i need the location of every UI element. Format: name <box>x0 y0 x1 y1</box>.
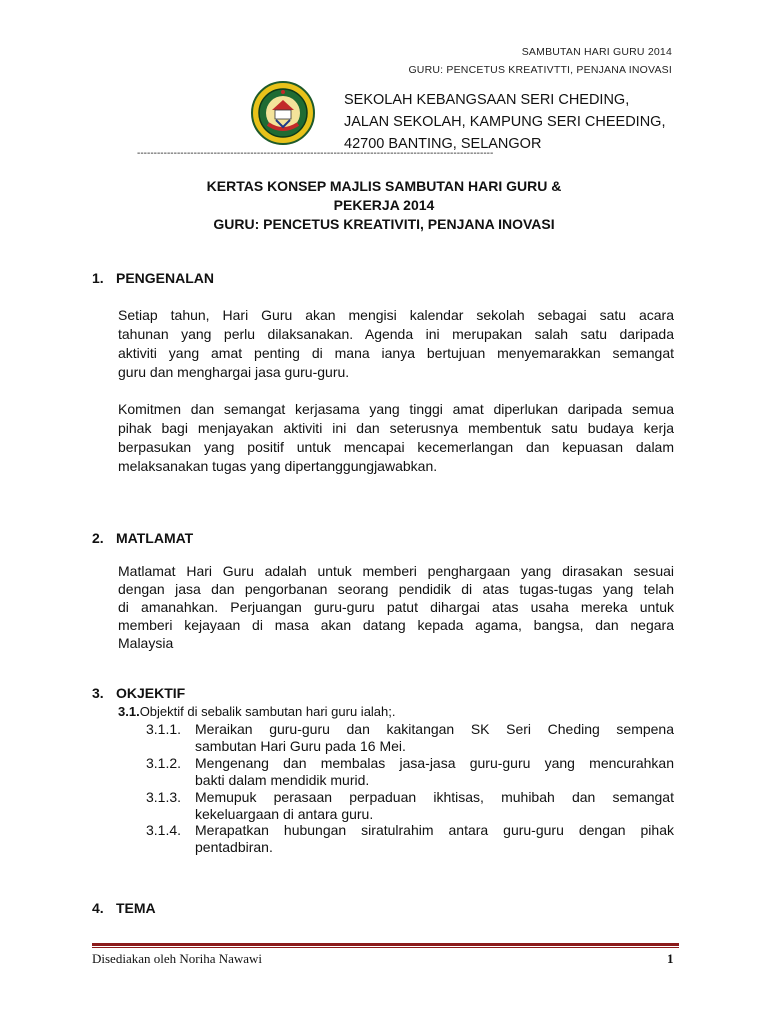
objective-line: Mengenang dan membalas jasa-jasa guru-guru yang mencurahkan <box>195 755 674 771</box>
paragraph-line: guru dan menghargai jasa guru-guru. <box>118 364 350 380</box>
section-4-heading <box>92 900 156 916</box>
objective-text <box>195 789 674 823</box>
section-title: TEMA <box>116 900 156 916</box>
section-number: 3. <box>92 685 104 701</box>
paragraph-line: dengan jasa dan pengorbanan seorang pendidik di atas tugas-tugas yang telah <box>118 581 674 597</box>
paragraph-line: Komitmen dan semangat kerjasama yang tinggi amat diperlukan daripada semua <box>118 401 674 417</box>
section-number: 1. <box>92 270 104 286</box>
section-title: PENGENALAN <box>116 270 215 286</box>
footer-author: Disediakan oleh Noriha Nawawi <box>92 951 263 966</box>
objective-line: bakti dalam mendidik murid. <box>195 772 370 788</box>
footer-rule-thick <box>92 943 679 946</box>
objective-text <box>195 822 674 856</box>
objective-item <box>146 789 674 823</box>
section-3-heading <box>92 685 185 701</box>
paragraph-line: melaksanakan tugas yang dipertanggungjawabkan. <box>118 458 438 474</box>
paragraph-line: aktiviti yang amat penting di mana ianya bertujuan menyemarakkan semangat <box>118 345 674 361</box>
document-title-line2: PEKERJA 2014 <box>333 197 435 213</box>
objective-number: 3.1.4. <box>146 822 182 838</box>
paragraph-line: memberi kejayaan di masa akan datang kepada agama, bangsa, dan negara <box>118 617 674 633</box>
section-number: 4. <box>92 900 104 916</box>
objective-item <box>146 822 674 856</box>
document-title-line3: GURU: PENCETUS KREATIVITI, PENJANA INOVASI <box>213 216 555 232</box>
paragraph-line: di amanahkan. Perjuangan guru-guru patut dihargai atas usaha mereka untuk <box>118 599 674 615</box>
objective-number: 3.1.3. <box>146 789 182 805</box>
paragraph-line: Malaysia <box>118 635 174 651</box>
objective-item <box>146 721 674 755</box>
running-header-title: SAMBUTAN HARI GURU 2014 <box>521 46 672 58</box>
school-name: SEKOLAH KEBANGSAAN SERI CHEDING, <box>344 92 630 108</box>
objective-line: Meraikan guru-guru dan kakitangan SK Seri Cheding sempena <box>195 721 674 737</box>
document-title-line1: KERTAS KONSEP MAJLIS SAMBUTAN HARI GURU & <box>206 178 562 194</box>
section-1-paragraph-1 <box>118 306 674 382</box>
objective-number: 3.1.1. <box>146 721 182 737</box>
subsection-3-1 <box>118 704 396 719</box>
section-title: OKJEKTIF <box>116 685 186 701</box>
objective-line: Merapatkan hubungan siratulrahim antara guru-guru dengan pihak <box>195 822 674 838</box>
subsection-number: 3.1. <box>118 704 140 719</box>
subsection-text: Objektif di sebalik sambutan hari guru ialah;. <box>139 704 396 719</box>
section-2-paragraph <box>118 562 674 652</box>
objective-line: sambutan Hari Guru pada 16 Mei. <box>195 738 406 754</box>
school-crest-icon <box>250 80 316 146</box>
objective-number: 3.1.2. <box>146 755 182 771</box>
header-divider: ----------------------------------------------------------------------------------------------------------- <box>137 148 494 159</box>
paragraph-line: Matlamat Hari Guru adalah untuk memberi penghargaan yang dirasakan sesuai <box>118 563 674 579</box>
running-header-subtitle: GURU: PENCETUS KREATIVTTI, PENJANA INOVASI <box>408 64 672 76</box>
school-address-line1: JALAN SEKOLAH, KAMPUNG SERI CHEEDING, <box>344 114 666 130</box>
objective-line: Memupuk perasaan perpaduan ikhtisas, muhibah dan semangat <box>195 789 674 805</box>
section-1-paragraph-2 <box>118 400 674 476</box>
footer-rule-thin <box>92 947 679 948</box>
paragraph-line: berpasukan yang positif untuk mencapai kecemerlangan dan kepuasan dalam <box>118 439 674 455</box>
section-2-heading <box>92 530 193 546</box>
page-number: 1 <box>667 951 674 966</box>
paragraph-line: Setiap tahun, Hari Guru akan mengisi kalendar sekolah sebagai satu acara <box>118 307 674 323</box>
school-address-line2: 42700 BANTING, SELANGOR <box>344 136 542 152</box>
objective-text <box>195 755 674 789</box>
objective-text <box>195 721 674 755</box>
section-title: MATLAMAT <box>116 530 194 546</box>
paragraph-line: tahunan yang perlu dilaksanakan. Agenda ini merupakan salah satu daripada <box>118 326 674 342</box>
objective-line: kekeluargaan di antara guru. <box>195 806 374 822</box>
objective-line: pentadbiran. <box>195 839 273 855</box>
objective-item <box>146 755 674 789</box>
section-number: 2. <box>92 530 104 546</box>
paragraph-line: pihak bagi menjayakan aktiviti ini dan seterusnya membentuk satu budaya kerja <box>118 420 674 436</box>
section-1-heading <box>92 270 214 286</box>
